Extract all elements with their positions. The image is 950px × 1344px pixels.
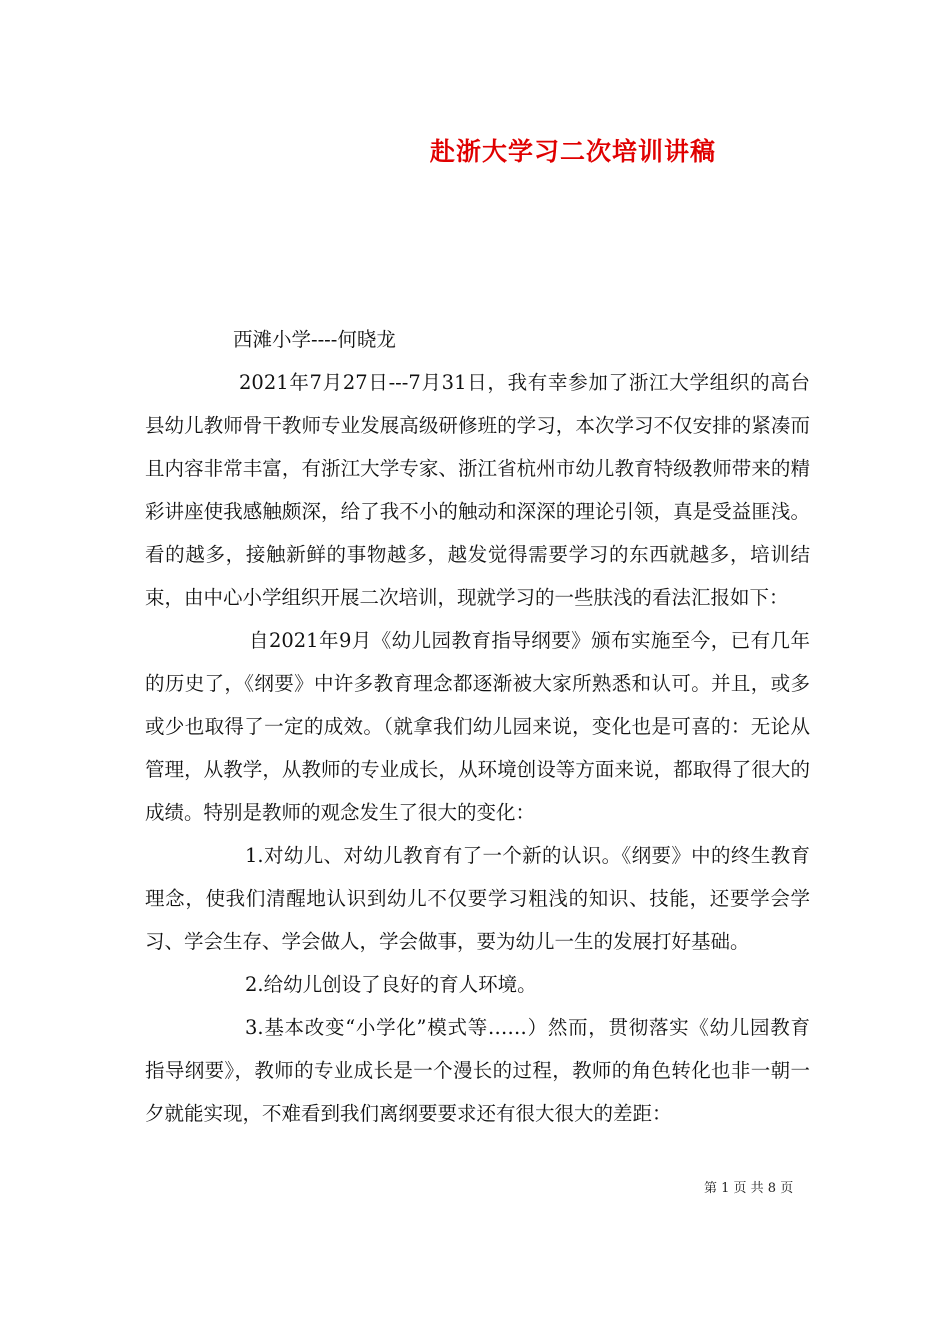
document-body [145,318,810,1135]
document-title: 赴浙大学习二次培训讲稿 [430,137,717,166]
author-line: 西滩小学----何晓龙 [233,328,396,351]
body-paragraph: 2021年7月27日---7月31日，我有幸参加了浙江大学组织的高台县幼儿教师骨干教师专业发展高级研修班的学习，本次学习不仅安排的紧凑而且内容非常丰富，有浙江大学专家、浙江省杭州市幼儿教育特级教师带来的精彩讲座使我感触颇深，给了我不小的触动和深深的理论引领，真是受益匪浅。看的越多，接触新鲜的事物越多，越发觉得需要学习的东西就越多，培训结束，由中心小学组织开展二次培训，现就学习的一些肤浅的看法汇报如下： [145,371,810,609]
body-paragraph: 2.给幼儿创设了良好的育人环境。 [245,973,537,996]
page-number: 第 1 页 共 8 页 [704,1181,794,1196]
body-paragraph: 自2021年9月《幼儿园教育指导纲要》颁布实施至今，已有几年的历史了，《纲要》中许多教育理念都逐渐被大家所熟悉和认可。并且，或多或少也取得了一定的成效。（就拿我们幼儿园来说，变化也是可喜的：无论从管理，从教学，从教师的专业成长，从环境创设等方面来说，都取得了很大的成绩。特别是教师的观念发生了很大的变化： [145,629,810,824]
body-paragraph: 3.基本改变“小学化”模式等……）然而，贯彻落实《幼儿园教育指导纲要》，教师的专业成长是一个漫长的过程，教师的角色转化也非一朝一夕就能实现，不难看到我们离纲要要求还有很大很大的差距： [145,1016,810,1125]
body-paragraph: 1.对幼儿、对幼儿教育有了一个新的认识。《纲要》中的终生教育理念，使我们清醒地认识到幼儿不仅要学习粗浅的知识、技能，还要学会学习、学会生存、学会做人，学会做事，要为幼儿一生的发展打好基础。 [145,844,810,953]
